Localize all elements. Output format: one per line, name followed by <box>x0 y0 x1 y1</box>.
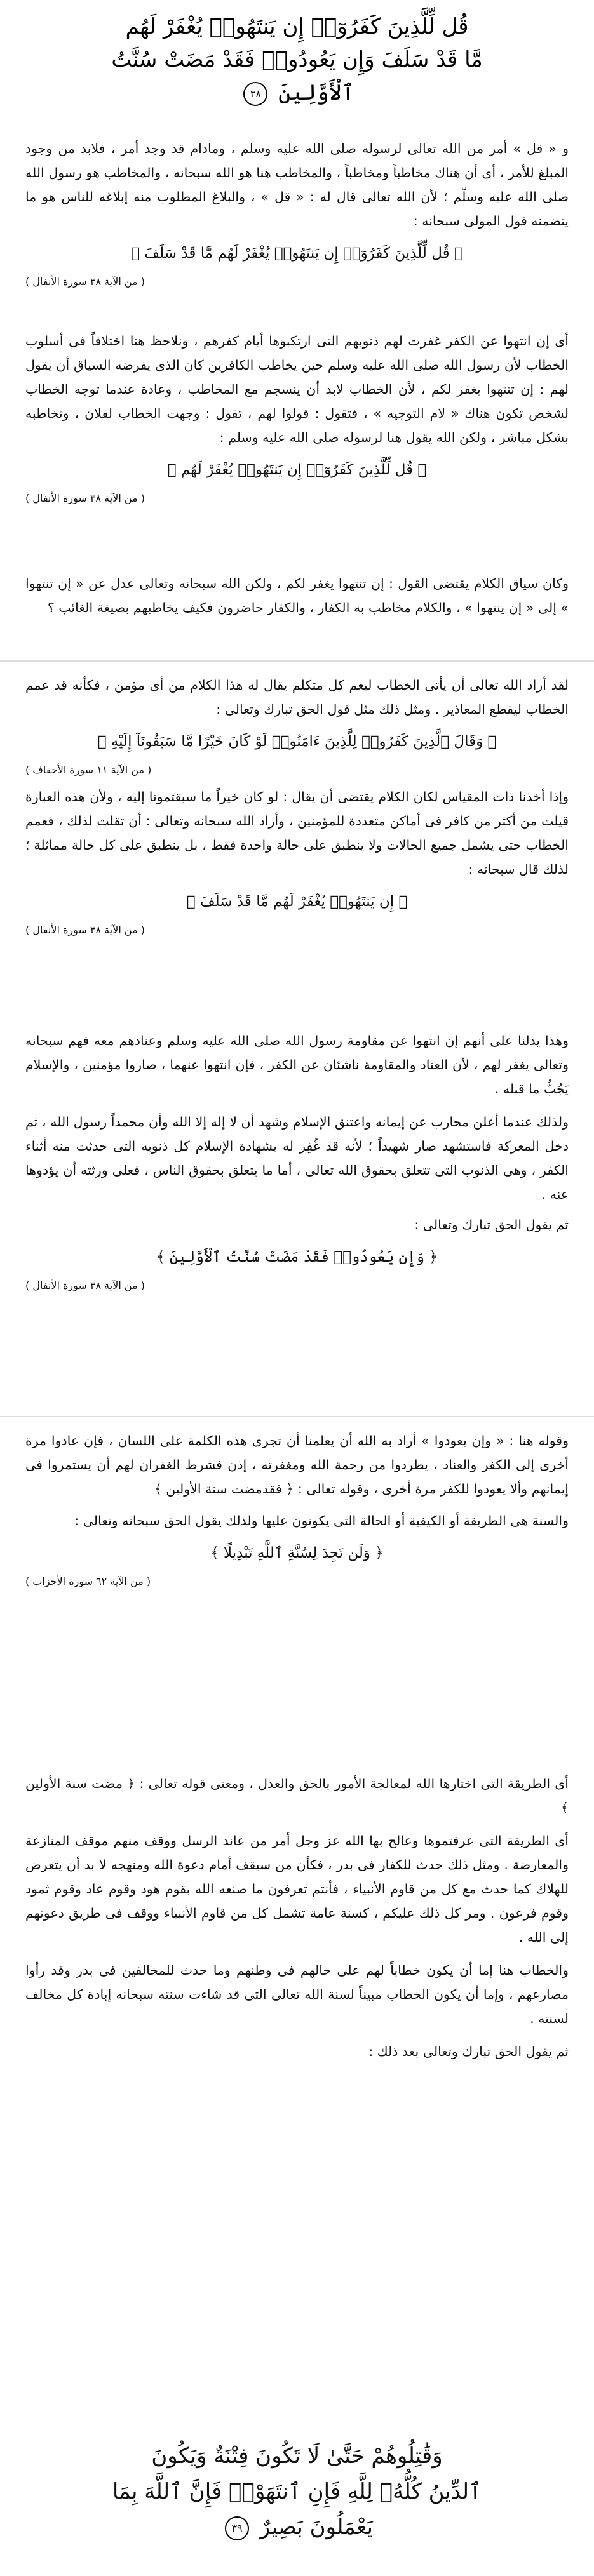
paragraph-2: ولذلك عندما أعلن محارب عن إيمانه واعتنق الإسلام وشهد أن لا إله إلا الله وأن محمداً رسول الله ، ثم دخل المعركة فاستشهد صار شهيداً ؛ لأنه قد غُفِر له بشهادة الإسلام كل ذنوبه التى حدثت منه أثناء الكفر ، وهى الذنوب التى تتعلق بحقوق الله تعالى ، أما ما يتعلق بحقوق الناس ، فعلى ورثته أن يؤدوها عنه . <box>25 1114 569 1202</box>
verse-reference: ( من الآية ٣٨ سورة الأنفال ) <box>25 1279 145 1291</box>
quran-quote: ﴿ وَإِن يَعُودُوا۟ فَقَدْ مَضَتْ سُنَّتُ ٱلْأَوَّلِينَ ﴾ <box>156 1249 438 1265</box>
verse-reference: ( من الآية ٣٨ سورة الأنفال ) <box>25 276 145 288</box>
ayah-number-badge: ٣٩ <box>225 2516 249 2540</box>
divider <box>0 660 594 662</box>
section-2 <box>25 329 569 513</box>
paragraph: أى إن انتهوا عن الكفر غفرت لهم ذنوبهم التى ارتكبوها أيام كفرهم ، ونلاحظ هنا اختلافاً فى أسلوب الخطاب لأن رسول الله صلى الله عليه وسلم حين يخاطب الكافرين كان الذى يفرضه السياق أن يقول لهم : إن تنتهوا يغفر لكم ، لأن الخطاب لابد أن ينسجم مع المخاطب ، وعادة عندما توجه الخطاب لشخص تكون هناك « لام التوجيه » ، فتقول : قولوا لهم ، تقول : وجهت الخطاب لفلان ، وتخاطبه بشكل مباشر ، ولكن الله يقول هنا لرسوله صلى الله عليه وسلم : <box>25 333 569 445</box>
paragraph-2: وإذا أخذنا ذات المقياس لكان الكلام يقتضى أن يقال : لو كان خيراً ما سبقتمونا إليه ، ولأن هذه العبارة قيلت من أكثر من كافر فى أماكن متعددة للمؤمنين ، وأراد الله سبحانه وتعالى : أن تقلت لذلك ، فعمم الخطاب حتى يشمل جميع الحالات ولا ينطبق على حالة واحدة فقط ، بل ينطبق على كل حالة مماثلة ؛ لذلك قال سبحانه : <box>25 789 569 877</box>
quran-quote: ﴿ قُل لِّلَّذِينَ كَفَرُوٓا۟ إِن يَنتَهُوا۟ يُغْفَرْ لَهُم مَّا قَدْ سَلَفَ ﴾ <box>131 245 463 262</box>
divider <box>0 1416 594 1417</box>
paragraph-2: أى الطريقة التى عرفتموها وعالج بها الله عز وجل أمر من عاند الرسل ووقف منهم موقف المنازعة والمعارضة . ومثل ذلك حدث للكفار فى بدر ، فكأن من سيقف أمام دعوة الله ومنهجه لا بد أن يتعرض للهلاك كما حدث مع كل من قاوم الأنبياء ، فأنتم تعرفون ما صنعه الله بقوم هود وقوم عاد وقوم ثمود وقوم فرعون . ومر كل ذلك عليكم ، كسنة عامة تشمل كل من قاوم الأنبياء ووقف فى طريق دعوتهم إلى الله . <box>25 1833 569 1945</box>
section-4 <box>25 673 569 945</box>
paragraph-3: والخطاب هنا إما أن يكون خطاباً لهم على حالهم فى وطنهم وما حدث للمخالفين فى بدر وقد رأوا مصارعهم ، وإما أن يكون الخطاب مبيناً لسنة الله تعالى التى قد شاءت سنته سبحانه إبادة كل مخالف لسنته . <box>25 1963 569 2026</box>
final-verse-text <box>25 2432 569 2551</box>
verse-reference: ( من الآية ١١ سورة الأحقاف ) <box>25 764 152 776</box>
section-1 <box>25 137 569 297</box>
header-verse-text <box>25 6 569 113</box>
final-verse-line3: يَعْمَلُونَ بَصِيرٌ <box>259 2514 373 2540</box>
verse-reference: ( من الآية ٦٢ سورة الأحزاب ) <box>25 1575 151 1587</box>
paragraph: وقوله هنا : « وإن يعودوا » أراد به الله أن يعلمنا أن تجرى هذه الكلمة على اللسان ، فإن عادوا مرة أخرى إلى الكفر والعناد ، يطردوا من رحمة الله ومغفرته ، إذن فشرط الغفران لهم أن يستمروا فى إيمانهم وألا يعودوا للكفر مرة أخرى ، وقوله تعالى : ﴿ فقدمضت سنة الأولين ﴾ <box>25 1433 569 1497</box>
header-verse-line3: ٱلْأَوَّلِينَ <box>278 80 354 105</box>
paragraph-2: والسنة هى الطريقة أو الكيفية أو الحالة التى يكونون عليها ولذلك يقول الحق سبحانه وتعالى : <box>74 1513 569 1528</box>
paragraph: لقد أراد الله تعالى أن يأتى الخطاب ليعم كل متكلم يقال له هذا الكلام من أى مؤمن ، فكأنه قد عمم الخطاب ليقطع المعاذير . ومثل ذلك مثل قول الحق تبارك وتعالى : <box>25 677 569 717</box>
section-3 <box>25 571 569 620</box>
final-verse <box>25 2432 569 2551</box>
header-verse-line2: مَّا قَدْ سَلَفَ وَإِن يَعُودُوا۟ فَقَدْ مَضَتْ سُنَّتُ <box>111 47 483 72</box>
paragraph: وهذا يدلنا على أنهم إن انتهوا عن مقاومة رسول الله صلى الله عليه وسلم وعنادهم معه فهم سبحانه وتعالى يغفر لهم ، لأن العناد والمقاومة ناشئان عن الكفر ، فإن انتهوا عنهما ، صاروا مؤمنين ، والإسلام يَجُبُّ ما قبله . <box>25 1033 569 1097</box>
paragraph: وكان سياق الكلام يقتضى القول : إن تنتهوا يغفر لكم ، ولكن الله سبحانه وتعالى عدل عن « إن تنتهوا » إلى « إن ينتهوا » ، والكلام مخاطب به الكفار ، والكفار حاضرون فكيف يخاطبهم بصيغة الغائب ؟ <box>25 576 569 615</box>
section-5 <box>25 1029 569 1300</box>
quran-quote: ﴿ قُل لِّلَّذِينَ كَفَرُوٓا۟ إِن يَنتَهُوا۟ يُغْفَرْ لَهُم ﴾ <box>167 462 427 478</box>
final-verse-line2: ٱلدِّينُ كُلُّهُۥ لِلَّهِ فَإِنِ ٱنتَهَوْا۟ فَإِنَّ ٱللَّهَ بِمَا <box>112 2479 482 2504</box>
quran-quote: ﴿ وَقَالَ ٱلَّذِينَ كَفَرُوا۟ لِلَّذِينَ ءَامَنُوا۟ لَوْ كَانَ خَيْرًا مَّا سَبَقُونَآ إِلَيْهِ ﴾ <box>97 733 497 750</box>
paragraph: أى الطريقة التى اختارها الله لمعالجة الأمور بالحق والعدل ، ومعنى قوله تعالى : ﴿ مضت سنة الأولين ﴾ <box>25 1776 569 1815</box>
final-verse-line1: وَقَٰتِلُوهُمْ حَتَّىٰ لَا تَكُونَ فِتْنَةٌ وَيَكُونَ <box>151 2443 443 2469</box>
section-7 <box>25 1772 569 2064</box>
paragraph: و « قل » أمر من الله تعالى لرسوله صلى الله عليه وسلم ، ومادام قد وجد أمر ، فلابد من وجود المبلغ للأمر ، أى أن هناك مخاطباً ومخاطباً ، والمخاطب هنا هو الله سبحانه ، والمخاطب هو رسول الله صلى الله عليه وسلّم ؛ لأن الله تعالى قال له : « قل » ، والبلاغ المطلوب منه إبلاغه للناس هو ما يتضمنه قول المولى سبحانه : <box>25 141 569 229</box>
paragraph-3: ثم يقول الحق تبارك وتعالى : <box>414 1217 569 1232</box>
quran-quote: ﴿ وَلَن تَجِدَ لِسُنَّةِ ٱللَّهِ تَبْدِيلًا ﴾ <box>210 1545 384 1561</box>
header-verse <box>25 6 569 113</box>
quran-quote-2: ﴿ إِن يَنتَهُوا۟ يُغْفَرْ لَهُم مَّا قَدْ سَلَفَ ﴾ <box>186 893 408 910</box>
ayah-number-badge: ٣٨ <box>243 82 267 106</box>
verse-reference: ( من الآية ٣٨ سورة الأنفال ) <box>25 492 145 504</box>
verse-reference-2: ( من الآية ٣٨ سورة الأنفال ) <box>25 924 145 936</box>
section-6 <box>25 1429 569 1596</box>
paragraph-4: ثم يقول الحق تبارك وتعالى بعد ذلك : <box>368 2044 569 2059</box>
header-verse-line1: قُل لِّلَّذِينَ كَفَرُوٓا۟ إِن يَنتَهُوا۟ يُغْفَرْ لَهُم <box>125 14 469 39</box>
